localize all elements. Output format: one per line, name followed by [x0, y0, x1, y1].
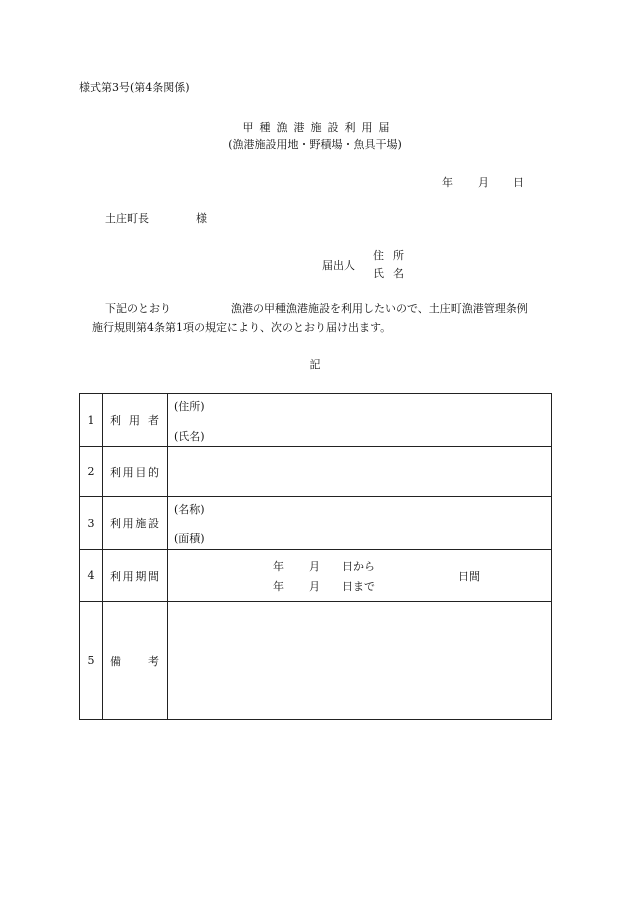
- row-label-remarks: [103, 602, 168, 720]
- table-row: [80, 394, 552, 447]
- label-char: 用: [122, 465, 134, 479]
- body-text-line1: 漁港の甲種漁港施設を利用したいので、土庄町漁港管理条例: [231, 302, 528, 315]
- period-start-month: 月: [309, 560, 320, 573]
- notifier-label: 届出人: [322, 259, 355, 272]
- facility-name-label: (名称): [174, 503, 205, 516]
- label-char: 間: [147, 569, 159, 583]
- row-number: 4: [80, 550, 103, 602]
- table-row: [80, 602, 552, 720]
- record-table: [79, 393, 552, 720]
- user-name-label: (氏名): [174, 430, 205, 443]
- label-char: 用: [122, 517, 134, 530]
- period-end-year: 年: [273, 580, 284, 593]
- notifier-name-label: 氏名: [373, 267, 413, 280]
- label-char: 利: [110, 465, 121, 479]
- row-label-user: [103, 394, 168, 447]
- label-char: 利: [110, 569, 121, 583]
- body-text-line2: 施行規則第4条第1項の規定により、次のとおり届け出ます。: [92, 321, 392, 334]
- document-title: 甲種漁港施設利用届: [242, 121, 396, 134]
- row-number: 1: [80, 394, 103, 447]
- user-field[interactable]: [168, 394, 552, 447]
- row-number: 3: [80, 497, 103, 550]
- period-days-label: 日間: [458, 570, 480, 583]
- row-number: 5: [80, 602, 103, 720]
- addressee-name: 土庄町長: [105, 212, 149, 225]
- ki-heading: 記: [309, 358, 321, 371]
- label-char: 目: [135, 465, 147, 479]
- date-year: 年: [442, 176, 453, 189]
- date-month: 月: [478, 176, 489, 189]
- notifier-address-label: 住所: [373, 249, 413, 262]
- label-char: 期: [135, 569, 147, 583]
- addressee-honorific: 様: [196, 212, 207, 225]
- label-char: 用: [122, 569, 134, 583]
- label-char: 者: [148, 414, 159, 427]
- row-number: 2: [80, 447, 103, 497]
- row-label-purpose: [103, 447, 168, 497]
- label-char: 備: [110, 654, 121, 668]
- label-char: 設: [147, 517, 159, 530]
- label-char: 利: [110, 517, 121, 530]
- table-row: [80, 497, 552, 550]
- facility-field[interactable]: [168, 497, 552, 550]
- period-start-year: 年: [273, 560, 284, 573]
- label-char: 考: [148, 654, 159, 668]
- label-char: 利: [110, 414, 121, 427]
- label-char: 的: [147, 465, 159, 479]
- label-char: 用: [129, 414, 140, 427]
- period-end-month: 月: [309, 580, 320, 593]
- remarks-field[interactable]: [168, 602, 552, 720]
- body-text-intro: 下記のとおり: [105, 302, 171, 315]
- form-number-label: 様式第3号(第4条関係): [79, 81, 190, 94]
- table-row: [80, 550, 552, 602]
- period-field[interactable]: [168, 550, 552, 602]
- label-char: 施: [135, 517, 147, 530]
- facility-area-label: (面積): [174, 532, 205, 545]
- purpose-field[interactable]: [168, 447, 552, 497]
- document-subtitle: (漁港施設用地・野積場・魚具干場): [228, 138, 402, 151]
- period-end-day: 日まで: [342, 580, 375, 593]
- date-day: 日: [513, 176, 524, 189]
- row-label-facility: [103, 497, 168, 550]
- row-label-period: [103, 550, 168, 602]
- table-row: [80, 447, 552, 497]
- user-address-label: (住所): [174, 400, 205, 413]
- period-start-day: 日から: [342, 560, 375, 573]
